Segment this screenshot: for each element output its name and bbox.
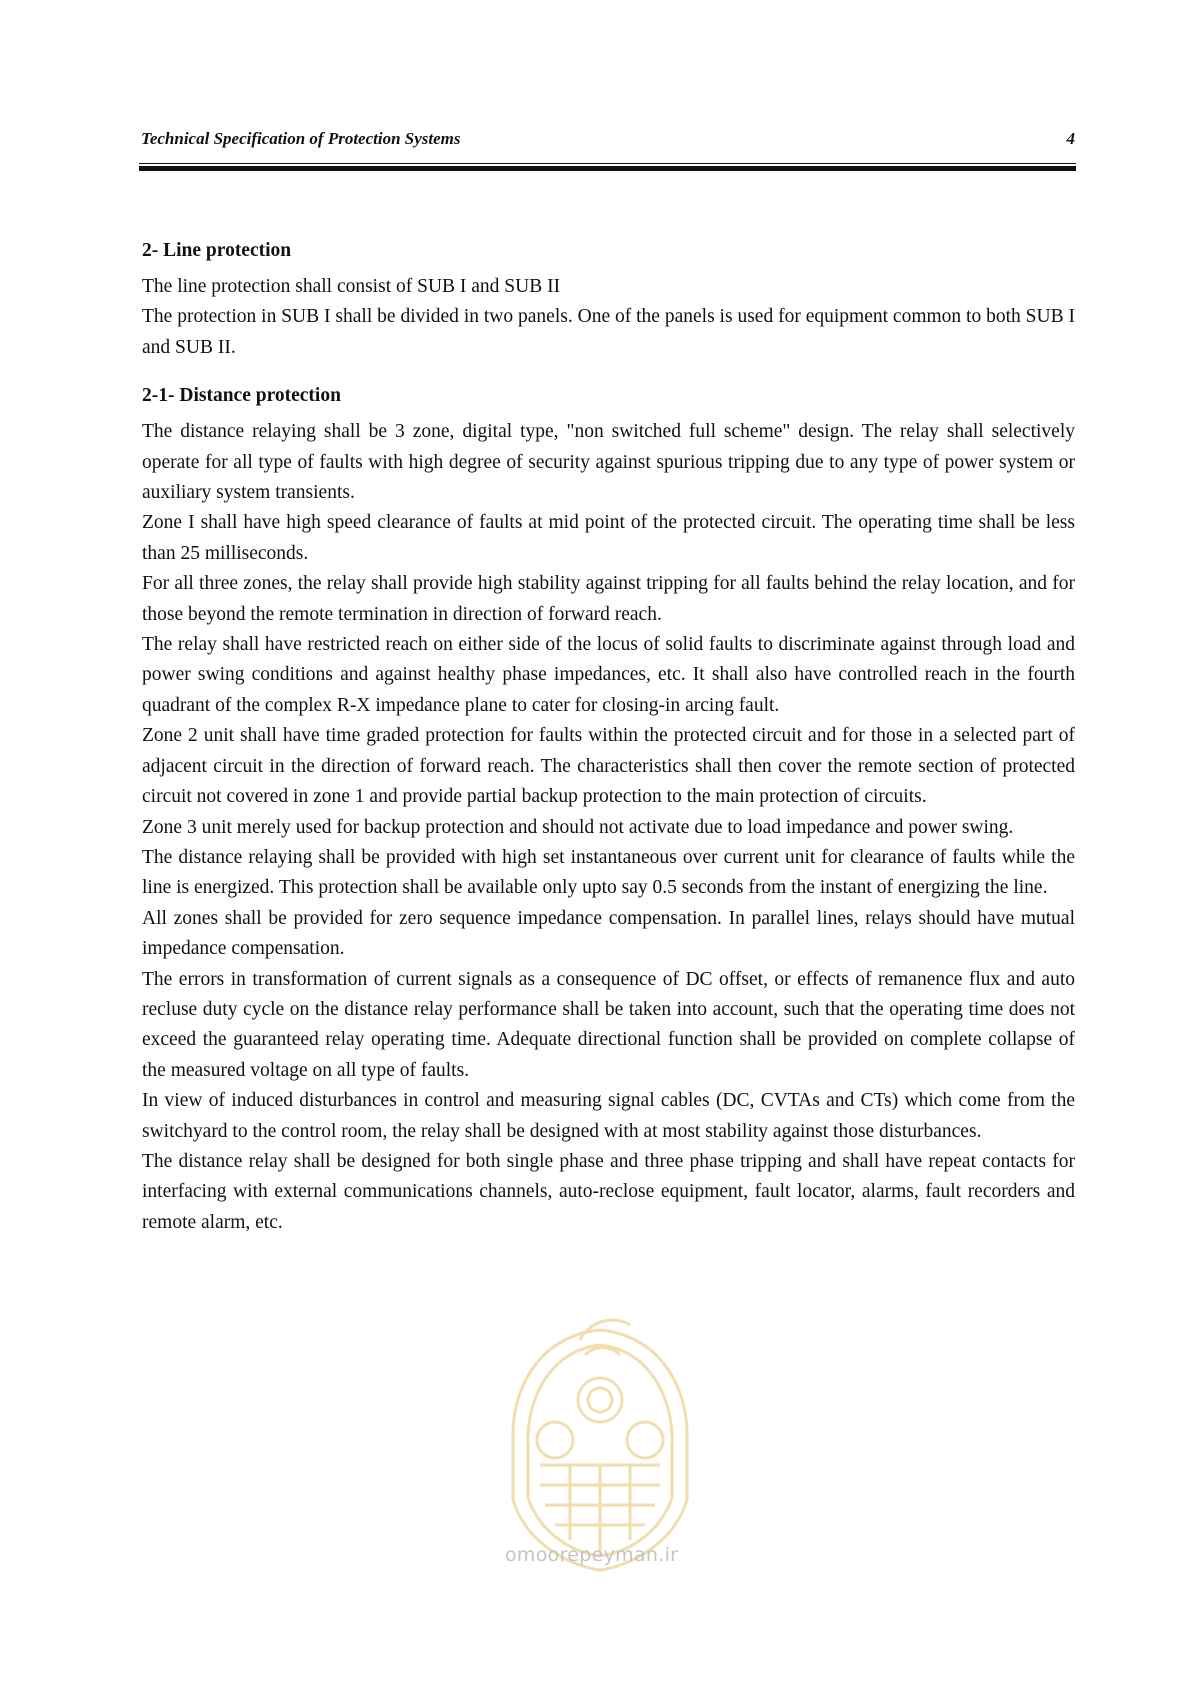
subsection-paragraph: The distance relaying shall be 3 zone, digital type, "non switched full scheme" design. The relay shall selectively operate for all type of faults with high degree of security against spurious tripping due to any type of power system or auxiliary system transients. <box>142 421 1075 504</box>
page-number: 4 <box>1066 129 1075 148</box>
section-paragraph: The protection in SUB I shall be divided in two panels. One of the panels is used for equipment common to both SUB I and SUB II. <box>142 306 1075 358</box>
section-heading: 2- Line protection <box>142 240 292 261</box>
subsection-paragraph: The distance relaying shall be provided with high set instantaneous over current unit for clearance of faults while the line is energized. This protection shall be available only upto say 0.5 seconds from the instant of energizing the line. <box>142 846 1075 899</box>
page-content <box>142 236 1075 1238</box>
subsection-paragraph: Zone 3 unit merely used for backup protection and should not activate due to load impedance and power swing. <box>142 816 1014 838</box>
subsection-paragraph: All zones shall be provided for zero sequence impedance compensation. In parallel lines, relays should have mutual impedance compensation. <box>142 907 1075 960</box>
subsection-heading: 2-1- Distance protection <box>142 385 341 407</box>
subsection-paragraph: For all three zones, the relay shall provide high stability against tripping for all faults behind the relay location, and for those beyond the remote termination in direction of forward reach. <box>142 573 1075 625</box>
subsection-paragraph: The errors in transformation of current signals as a consequence of DC offset, or effects of remanence flux and auto recluse duty cycle on the distance relay performance shall be taken into account, such that the operating time does not exceed the guaranteed relay operating time. Adequate directional function shall be provided on complete collapse of the measured voltage on all type of faults. <box>142 968 1075 1081</box>
page-header <box>141 128 1075 150</box>
header-rule-thick <box>139 166 1076 171</box>
header-rule-thin <box>139 163 1076 164</box>
subsection-paragraph: Zone 2 unit shall have time graded protection for faults within the protected circuit and for those in a selected part of adjacent circuit in the direction of forward reach. The characteristics shall then cover the remote section of protected circuit not covered in zone 1 and provide partial backup protection to the main protection of circuits. <box>142 725 1075 808</box>
watermark-text: omoorepeyman.ir <box>505 1544 679 1566</box>
subsection-paragraph: Zone I shall have high speed clearance of faults at mid point of the protected circuit. The operating time shall be less than 25 milliseconds. <box>142 512 1075 564</box>
subsection-paragraph: The distance relay shall be designed for both single phase and three phase tripping and shall have repeat contacts for interfacing with external communications channels, auto-reclose equipment, fault locator, alarms, fault recorders and remote alarm, etc. <box>142 1150 1075 1233</box>
header-title: Technical Specification of Protection Systems <box>141 129 461 148</box>
subsection-paragraph: In view of induced disturbances in control and measuring signal cables (DC, CVTAs and CTs) which come from the switchyard to the control room, the relay shall be designed with at most stability against those disturbances. <box>142 1090 1075 1142</box>
section-paragraph: The line protection shall consist of SUB I and SUB II <box>142 276 561 297</box>
subsection-paragraph: The relay shall have restricted reach on either side of the locus of solid faults to discriminate against through load and power swing conditions and against healthy phase impedances, etc. It shall also have controlled reach in the fourth quadrant of the complex R-X impedance plane to cater for closing-in arcing fault. <box>142 634 1075 716</box>
